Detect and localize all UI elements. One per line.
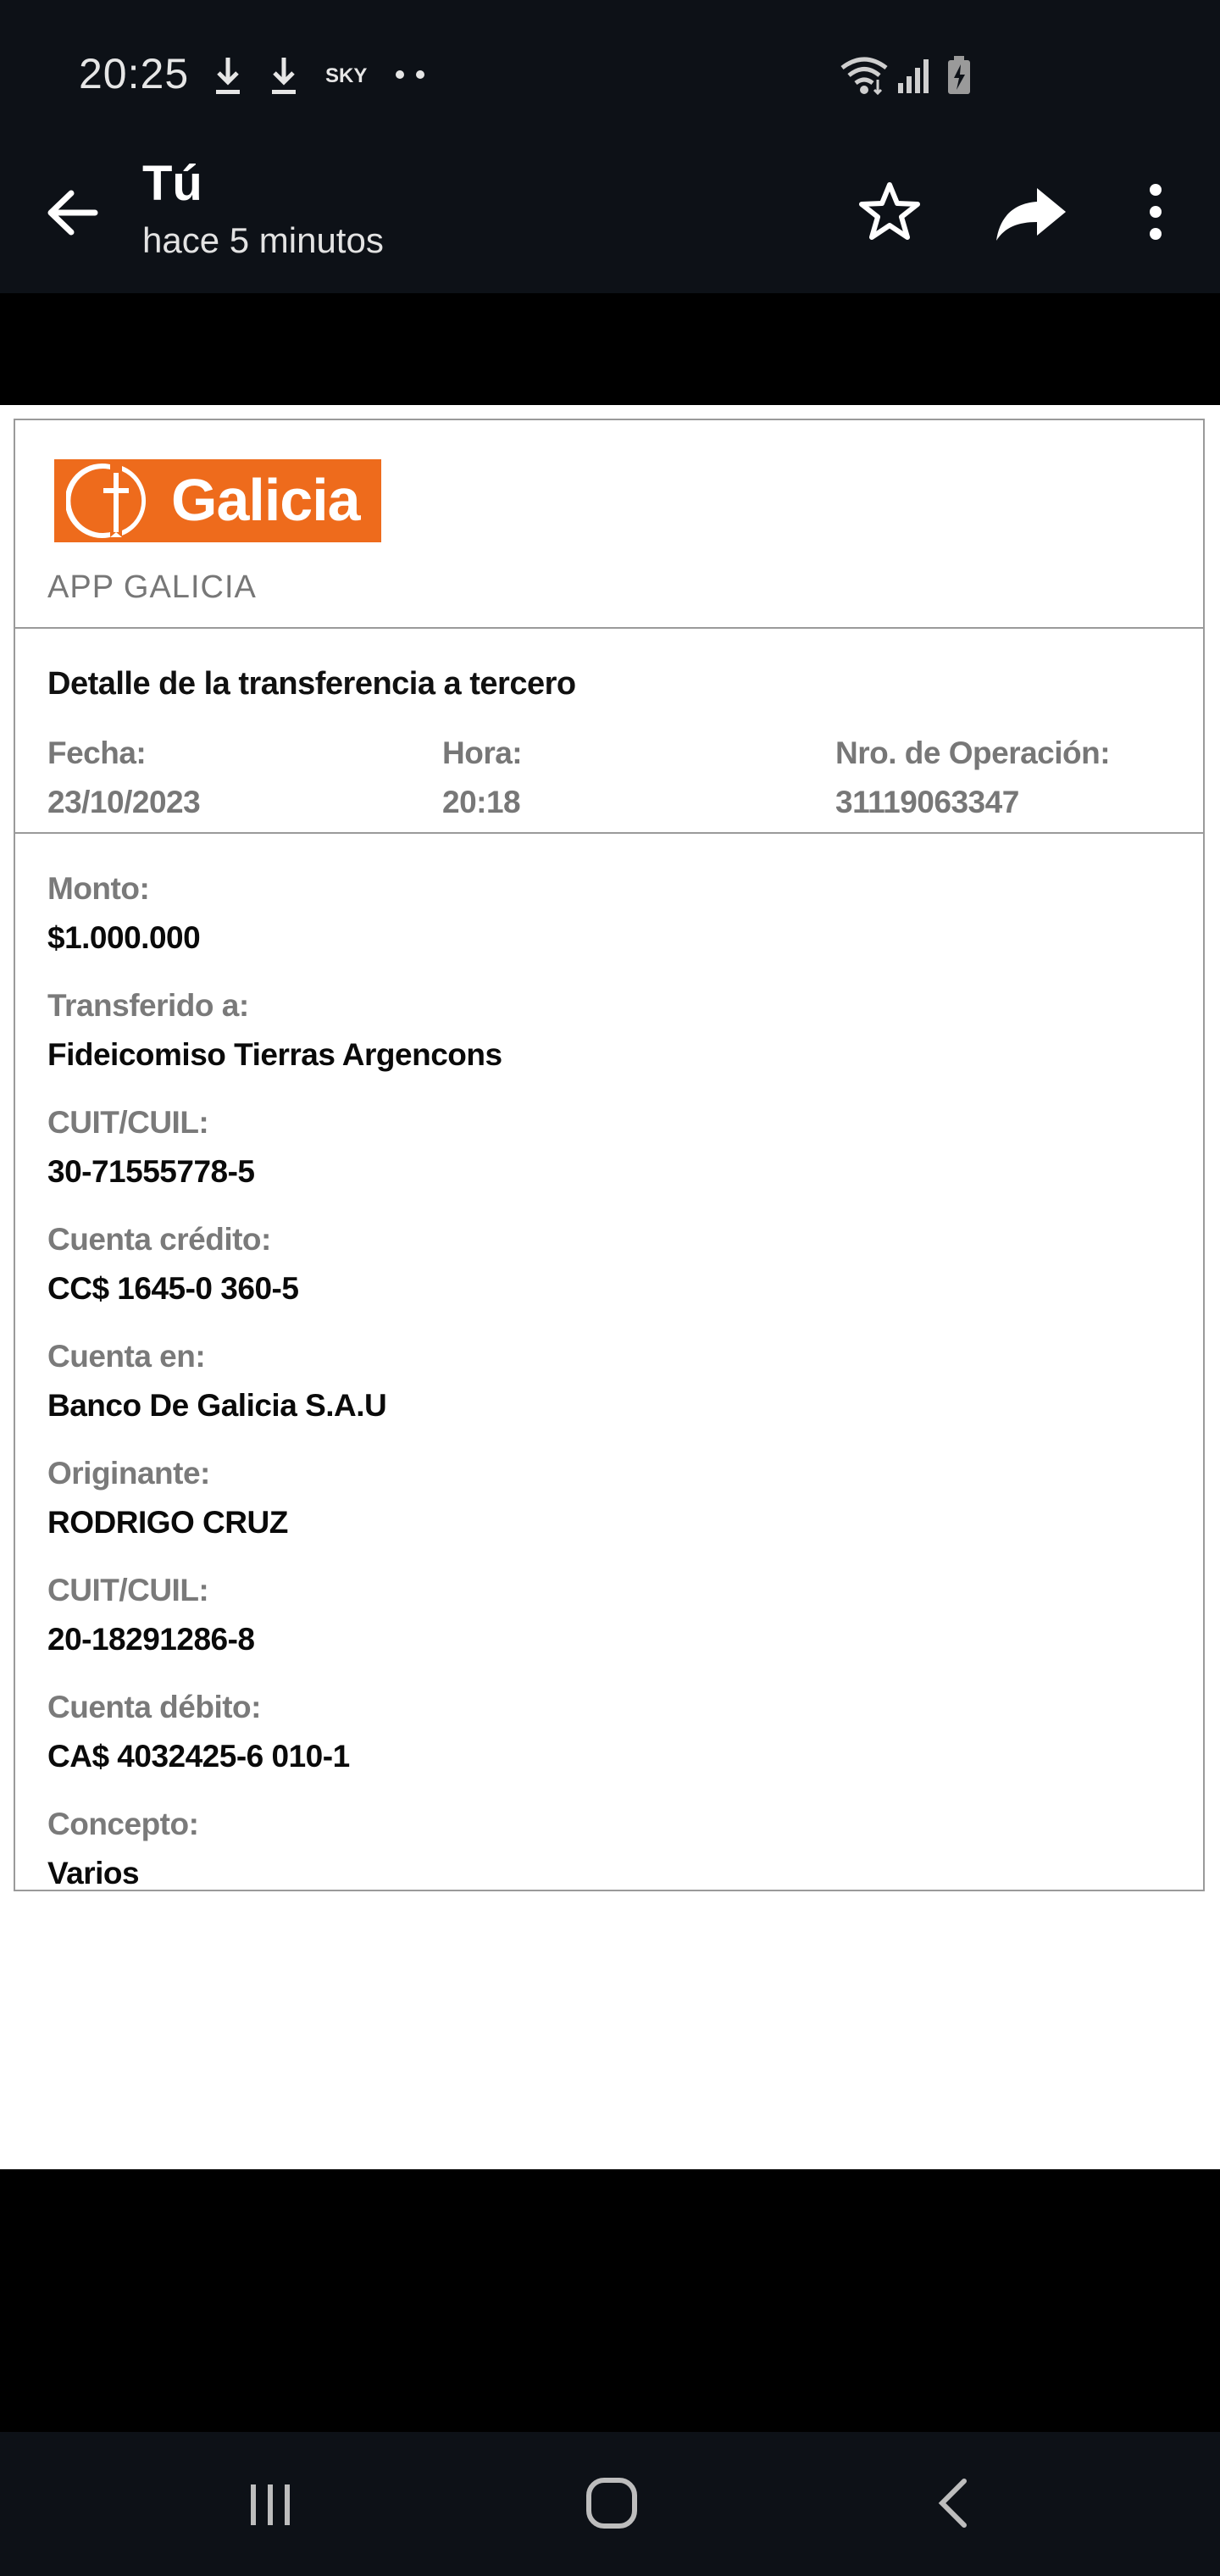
status-time: 20:25 [79,50,190,97]
transfer-receipt [14,419,1205,1891]
more-vertical-icon[interactable] [1132,178,1179,246]
meta-value-operacion: 31119063347 [835,785,1019,819]
meta-label-operacion: Nro. de Operación: [835,736,1111,770]
meta-value-fecha: 23/10/2023 [47,785,201,819]
logo-text: Galicia [171,467,360,533]
field-label-cuit-origen: CUIT/CUIL: [47,1573,209,1607]
wifi-icon [839,54,890,97]
field-label-cuenta-debito: Cuenta débito: [47,1690,261,1724]
field-label-cuenta-en: Cuenta en: [47,1339,206,1374]
galicia-logo [54,459,381,542]
field-label-originante: Originante: [47,1456,210,1491]
field-value-cuenta-debito: CA$ 4032425-6 010-1 [47,1739,350,1774]
divider [15,627,1203,629]
field-label-transferido: Transferido a: [47,988,249,1023]
field-value-cuit-origen: 20-18291286-8 [47,1622,255,1657]
field-value-cuenta-en: Banco De Galicia S.A.U [47,1388,387,1423]
sky-icon: SKY [325,64,368,87]
field-label-cuit-destino: CUIT/CUIL: [47,1105,209,1140]
app-name: APP GALICIA [47,569,257,605]
field-value-cuit-destino: 30-71555778-5 [47,1154,255,1189]
page-subtitle: hace 5 minutos [142,220,384,260]
home-icon[interactable] [585,2476,639,2530]
galicia-logo-mark-icon [66,461,159,541]
status-bar [0,0,1220,153]
download-icon [269,56,298,97]
field-value-cuenta-credito: CC$ 1645-0 360-5 [47,1271,299,1306]
signal-icon [896,56,934,95]
system-nav-bar [0,2432,1220,2576]
app-header [0,153,1220,293]
recents-icon[interactable] [246,2479,297,2530]
download-icon [214,56,242,97]
back-arrow-icon[interactable] [42,183,102,242]
meta-label-fecha: Fecha: [47,736,147,770]
field-value-transferido: Fideicomiso Tierras Argencons [47,1037,502,1072]
field-value-concepto: Varios [47,1856,140,1890]
meta-label-hora: Hora: [442,736,523,770]
field-label-concepto: Concepto: [47,1807,199,1841]
back-nav-icon[interactable] [932,2476,974,2530]
share-icon[interactable] [993,178,1069,246]
document-viewer[interactable] [0,405,1220,2169]
field-value-monto: $1.000.000 [47,920,201,955]
field-label-monto: Monto: [47,871,150,906]
meta-value-hora: 20:18 [442,785,521,819]
dots-icon [395,69,425,80]
battery-charging-icon [946,56,972,95]
field-label-cuenta-credito: Cuenta crédito: [47,1222,271,1257]
field-value-originante: RODRIGO CRUZ [47,1505,288,1540]
section-title: Detalle de la transferencia a tercero [47,666,576,702]
divider [15,832,1203,834]
page-title: Tú [142,156,202,211]
star-icon[interactable] [856,178,923,246]
